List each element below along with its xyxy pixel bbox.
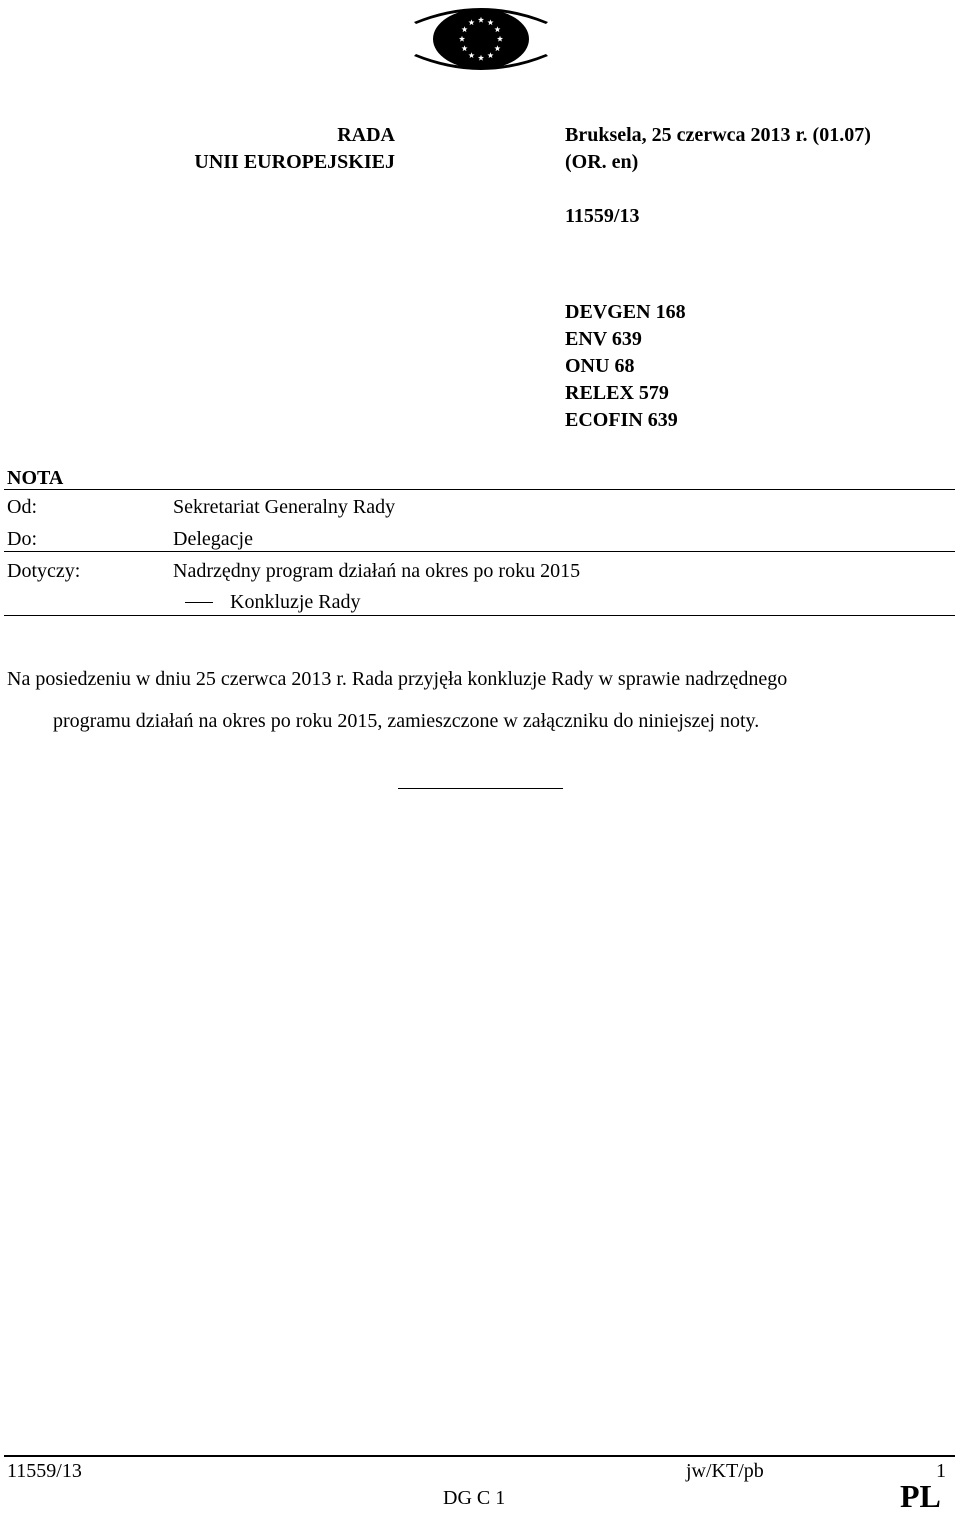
council-name xyxy=(150,122,395,176)
dash-bullet xyxy=(185,602,213,603)
subject-label: Dotyczy: xyxy=(7,560,81,582)
date-reference xyxy=(565,122,945,176)
footer-divider xyxy=(4,1455,955,1457)
to-label: Do: xyxy=(7,528,37,550)
body-line: programu działań na okres po roku 2015, zamieszczone w załączniku do niniejszej noty. xyxy=(53,710,760,732)
end-divider xyxy=(398,788,563,789)
footer-document-number: 11559/13 xyxy=(7,1460,82,1482)
subject-value: Nadrzędny program działań na okres po roku 2015 xyxy=(173,560,581,582)
eu-council-emblem-icon xyxy=(410,2,552,76)
subject-subtitle: Konkluzje Rady xyxy=(230,591,361,613)
from-value: Sekretariat Generalny Rady xyxy=(173,496,396,518)
date-line: Bruksela, 25 czerwca 2013 r. (01.07) xyxy=(565,124,871,146)
code-line: RELEX 579 xyxy=(565,382,669,404)
divider xyxy=(4,615,955,616)
divider xyxy=(4,489,955,490)
body-paragraph xyxy=(7,658,947,742)
from-label: Od: xyxy=(7,496,37,518)
council-name-line2: UNII EUROPEJSKIEJ xyxy=(194,151,395,173)
code-line: ONU 68 xyxy=(565,355,635,377)
footer-dg: DG C 1 xyxy=(443,1487,506,1509)
document-number: 11559/13 xyxy=(565,205,640,227)
body-line: Na posiedzeniu w dniu 25 czerwca 2013 r. Rada przyjęła konkluzje Rady w sprawie nadrzędnego xyxy=(7,668,788,690)
council-name-line1: RADA xyxy=(337,124,395,146)
document-codes xyxy=(565,299,686,434)
code-line: DEVGEN 168 xyxy=(565,301,686,323)
page-number: 1 xyxy=(936,1460,946,1482)
language-code: PL xyxy=(900,1478,941,1514)
footer-initials: jw/KT/pb xyxy=(686,1460,764,1482)
note-title: NOTA xyxy=(7,467,64,489)
divider xyxy=(4,551,955,552)
code-line: ECOFIN 639 xyxy=(565,409,678,431)
original-language: (OR. en) xyxy=(565,151,639,173)
code-line: ENV 639 xyxy=(565,328,642,350)
to-value: Delegacje xyxy=(173,528,253,550)
